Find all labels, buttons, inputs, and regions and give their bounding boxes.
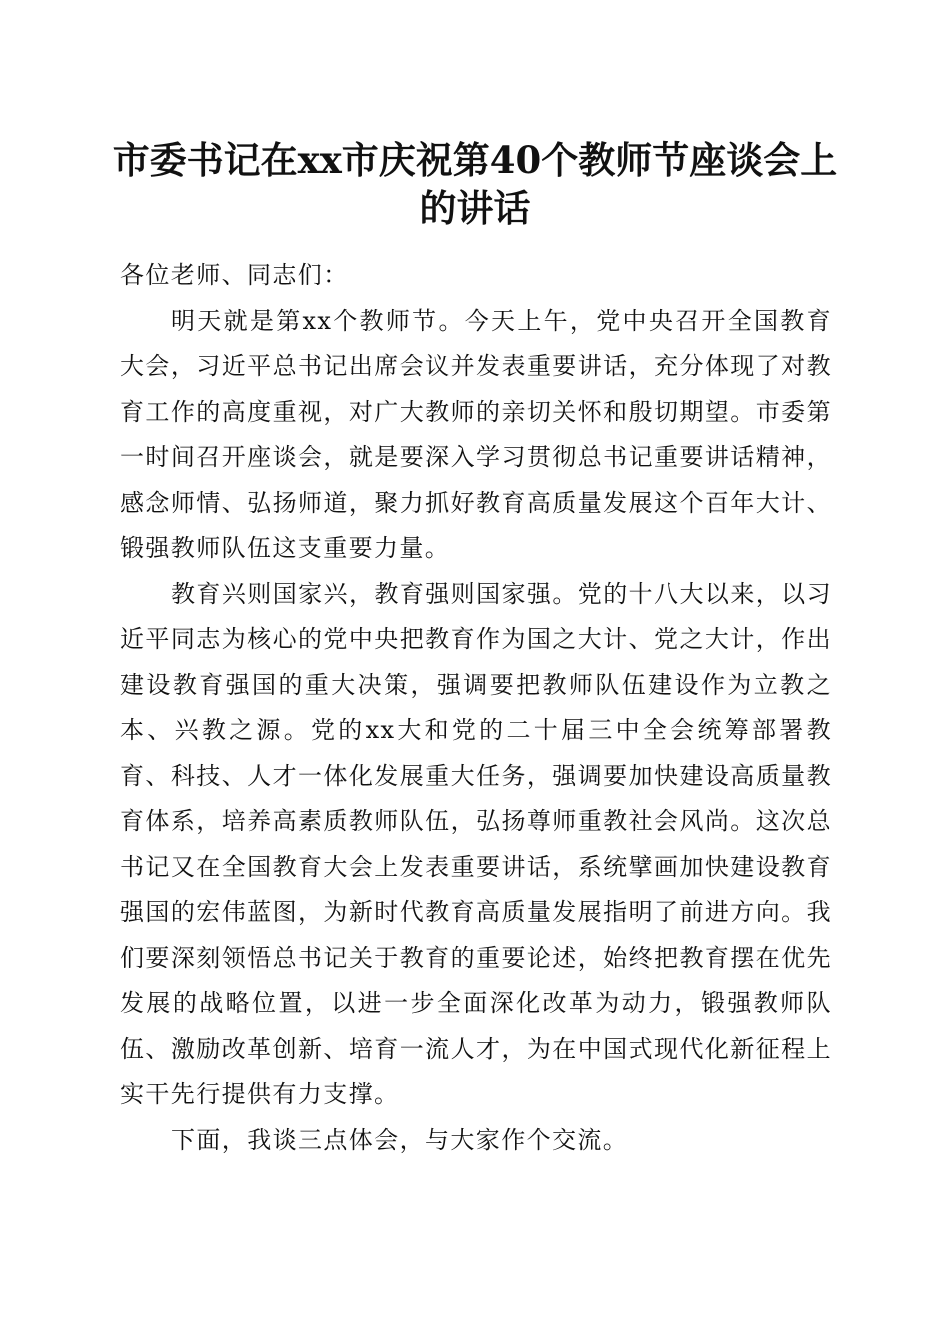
paragraph-3: 下面，我谈三点体会，与大家作个交流。: [171, 1125, 629, 1154]
title-line-2: 的讲话: [419, 186, 531, 230]
title-line-1: 市委书记在xx市庆祝第40个教师节座谈会上: [112, 138, 838, 182]
document-title: [100, 136, 850, 232]
paragraph-2: 教育兴则国家兴，教育强则国家强。党的十八大以来，以习近平同志为核心的党中央把教育作为国之大计、党之大计，作出建设教育强国的重大决策，强调要把教师队伍建设作为立教之本、兴教之源。党的xx大和党的二十届三中全会统筹部署教育、科技、人才一体化发展重大任务，强调要加快建设高质量教育体系，培养高素质教师队伍，弘扬尊师重教社会风尚。这次总书记又在全国教育大会上发表重要讲话，系统擘画加快建设教育强国的宏伟蓝图，为新时代教育高质量发展指明了前进方向。我们要深刻领悟总书记关于教育的重要论述，始终把教育摆在优先发展的战略位置，以进一步全面深化改革为动力，锻强教师队伍、激励改革创新、培育一流人才，为在中国式现代化新征程上实干先行提供有力支撑。: [120, 579, 832, 1108]
document-body: [120, 253, 832, 1163]
salutation: 各位老师、同志们：: [120, 261, 349, 289]
paragraph-1: 明天就是第xx个教师节。今天上午，党中央召开全国教育大会，习近平总书记出席会议并发表重要讲话，充分体现了对教育工作的高度重视，对广大教师的亲切关怀和殷切期望。市委第一时间召开座谈会，就是要深入学习贯彻总书记重要讲话精神，感念师情、弘扬师道，聚力抓好教育高质量发展这个百年大计、锻强教师队伍这支重要力量。: [120, 306, 832, 562]
